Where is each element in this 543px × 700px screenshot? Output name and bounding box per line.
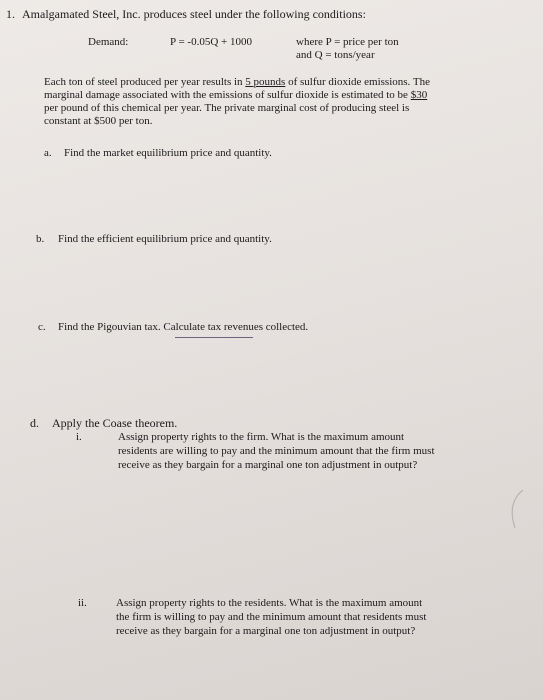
- question-number: 1.: [6, 7, 15, 21]
- paragraph-line-4: constant at $500 per ton.: [44, 115, 153, 127]
- part-d-ii-line2: the firm is willing to pay and the minimum amount that residents must: [116, 611, 427, 623]
- demand-where-line2: and Q = tons/year: [296, 49, 375, 61]
- paragraph-line-2: [44, 90, 427, 101]
- part-d-ii-line1: Assign property rights to the residents. What is the maximum amount: [116, 597, 423, 609]
- paragraph-line-1-a: Each ton of steel produced per year results in: [44, 76, 246, 88]
- part-c-letter: c.: [38, 321, 46, 333]
- part-d-i-line3: receive as they bargain for a marginal one ton adjustment in output?: [118, 459, 418, 471]
- part-a-text: Find the market equilibrium price and quantity.: [64, 147, 272, 159]
- part-c-text-a: Find the Pigouvian tax.: [58, 321, 164, 333]
- demand-where-line1: where P = price per ton: [296, 36, 399, 48]
- part-d-i-numeral: i.: [76, 431, 82, 443]
- question-intro: Amalgamated Steel, Inc. produces steel under the following conditions:: [22, 7, 366, 21]
- paragraph-line-2-a: marginal damage associated with the emissions of sulfur dioxide is estimated to be: [44, 89, 411, 101]
- part-c-text: [58, 322, 308, 333]
- demand-equation: P = -0.05Q + 1000: [170, 36, 252, 48]
- paragraph-line-1-c: of sulfur dioxide emissions. The: [285, 76, 430, 88]
- paragraph-line-1: [44, 77, 430, 88]
- paragraph-line-3: per pound of this chemical per year. The private marginal cost of producing steel is: [44, 102, 410, 114]
- emission-amount: 5 pounds: [245, 76, 286, 88]
- part-d-ii-numeral: ii.: [78, 597, 87, 609]
- part-d-ii-line3: receive as they bargain for a marginal one ton adjustment in output?: [116, 625, 416, 637]
- part-b-text: Find the efficient equilibrium price and quantity.: [58, 233, 272, 245]
- damage-amount: $30: [410, 89, 428, 101]
- demand-label: Demand:: [88, 36, 129, 48]
- part-d-text: Apply the Coase theorem.: [52, 416, 178, 430]
- pen-underline: [175, 337, 253, 338]
- margin-pencil-mark: [505, 488, 527, 532]
- part-c-text-b: Calculate tax revenues collected.: [163, 321, 309, 333]
- part-a-letter: a.: [44, 147, 52, 159]
- part-d-letter: d.: [30, 416, 39, 430]
- part-b-letter: b.: [36, 233, 45, 245]
- part-d-i-line1: Assign property rights to the firm. What is the maximum amount: [118, 431, 405, 443]
- part-d-i-line2: residents are willing to pay and the minimum amount that the firm must: [118, 445, 435, 457]
